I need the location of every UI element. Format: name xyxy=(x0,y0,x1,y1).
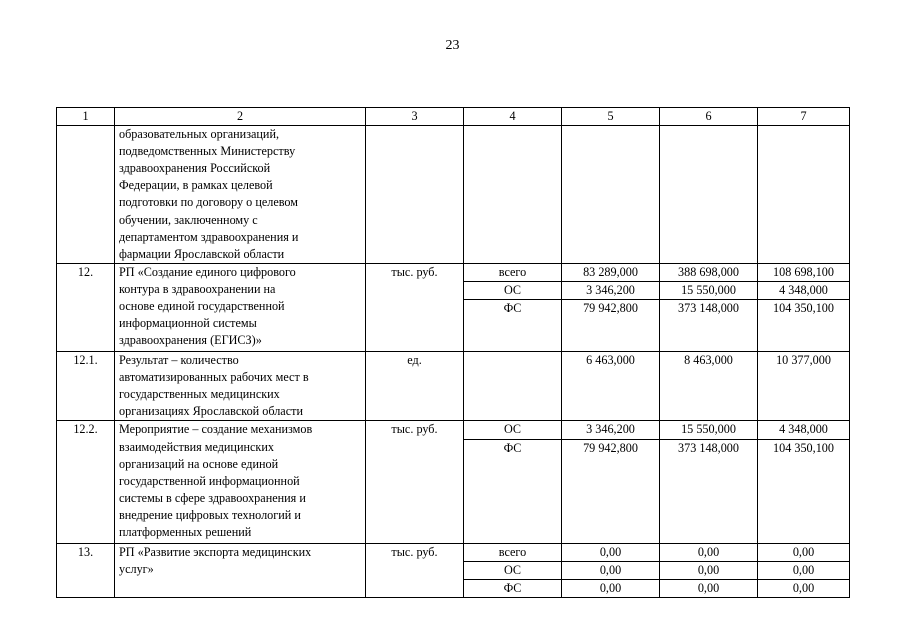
table-row xyxy=(57,421,850,439)
description-line: государственных медицинских xyxy=(119,387,280,402)
row-value-5: 3 346,200 xyxy=(562,281,660,299)
row-value-7: 4 348,000 xyxy=(758,421,850,439)
row-value-7: 10 377,000 xyxy=(758,352,850,421)
row-value-7: 104 350,100 xyxy=(758,300,850,352)
description-line: Результат – количество xyxy=(119,353,239,368)
row-value-6: 373 148,000 xyxy=(660,439,758,543)
table-row xyxy=(57,126,850,264)
row-unit: тыс. руб. xyxy=(366,543,464,597)
row-value-6: 15 550,000 xyxy=(660,281,758,299)
row-number: 12.1. xyxy=(57,352,115,421)
row-unit: тыс. руб. xyxy=(366,421,464,543)
row-description xyxy=(115,352,366,421)
description-line: платформенных решений xyxy=(119,524,252,539)
table-row xyxy=(57,352,850,421)
row-source: ФС xyxy=(464,579,562,597)
description-line: департаментом здравоохранения и xyxy=(119,229,299,244)
description-line: РП «Создание единого цифрового xyxy=(119,264,296,279)
row-source: ОС xyxy=(464,561,562,579)
description-line: организациях Ярославской области xyxy=(119,404,303,419)
row-value-7: 0,00 xyxy=(758,579,850,597)
row-source: ОС xyxy=(464,281,562,299)
row-number: 12. xyxy=(57,263,115,351)
row-value-5: 83 289,000 xyxy=(562,263,660,281)
row-value-5: 0,00 xyxy=(562,543,660,561)
row-description xyxy=(115,543,366,597)
row-unit: ед. xyxy=(366,352,464,421)
budget-table xyxy=(56,107,850,598)
row-value-5: 79 942,800 xyxy=(562,439,660,543)
row-value-6: 0,00 xyxy=(660,579,758,597)
row-value-6: 15 550,000 xyxy=(660,421,758,439)
row-number xyxy=(57,126,115,264)
description-line: автоматизированных рабочих мест в xyxy=(119,370,309,385)
description-line: контура в здравоохранении на xyxy=(119,281,276,296)
row-value-7: 0,00 xyxy=(758,543,850,561)
header-col-3: 3 xyxy=(366,108,464,126)
row-unit xyxy=(366,126,464,264)
row-value-5: 0,00 xyxy=(562,561,660,579)
row-value-6: 373 148,000 xyxy=(660,300,758,352)
row-source: ФС xyxy=(464,439,562,543)
description-line: здравоохранения (ЕГИСЗ)» xyxy=(119,333,262,348)
row-value-7: 4 348,000 xyxy=(758,281,850,299)
description-line: государственной информационной xyxy=(119,473,300,488)
row-source: ФС xyxy=(464,300,562,352)
row-value-7: 104 350,100 xyxy=(758,439,850,543)
description-line: подведомственных Министерству xyxy=(119,144,296,159)
header-col-4: 4 xyxy=(464,108,562,126)
description-line: образовательных организаций, xyxy=(119,127,280,142)
row-description xyxy=(115,126,366,264)
header-col-2: 2 xyxy=(115,108,366,126)
row-number: 13. xyxy=(57,543,115,597)
table-row xyxy=(57,543,850,561)
row-source: всего xyxy=(464,263,562,281)
description-line: фармации Ярославской области xyxy=(119,246,285,261)
row-value-5: 6 463,000 xyxy=(562,352,660,421)
row-value-6: 388 698,000 xyxy=(660,263,758,281)
row-description xyxy=(115,263,366,351)
row-value-5: 0,00 xyxy=(562,579,660,597)
row-source xyxy=(464,126,562,264)
description-line: организаций на основе единой xyxy=(119,456,279,471)
description-line: системы в сфере здравоохранения и xyxy=(119,490,306,505)
table-row xyxy=(57,263,850,281)
header-col-6: 6 xyxy=(660,108,758,126)
row-value-7: 0,00 xyxy=(758,561,850,579)
page-number: 23 xyxy=(445,38,460,53)
row-source: ОС xyxy=(464,421,562,439)
row-value-7: 108 698,100 xyxy=(758,263,850,281)
header-col-7: 7 xyxy=(758,108,850,126)
header-col-5: 5 xyxy=(562,108,660,126)
description-line: основе единой государственной xyxy=(119,299,285,314)
row-value-6: 0,00 xyxy=(660,543,758,561)
row-value-5 xyxy=(562,126,660,264)
row-description xyxy=(115,421,366,543)
row-source: всего xyxy=(464,543,562,561)
description-line: информационной системы xyxy=(119,316,257,331)
description-line: Федерации, в рамках целевой xyxy=(119,178,273,193)
row-value-6 xyxy=(660,126,758,264)
header-col-1: 1 xyxy=(57,108,115,126)
description-line: услуг» xyxy=(119,561,154,576)
row-number: 12.2. xyxy=(57,421,115,543)
description-line: Мероприятие – создание механизмов xyxy=(119,422,313,437)
row-value-6: 8 463,000 xyxy=(660,352,758,421)
row-value-6: 0,00 xyxy=(660,561,758,579)
description-line: здравоохранения Российской xyxy=(119,161,271,176)
row-value-5: 3 346,200 xyxy=(562,421,660,439)
header-row xyxy=(57,108,850,126)
row-value-7 xyxy=(758,126,850,264)
description-line: подготовки по договору о целевом xyxy=(119,195,298,210)
description-line: обучении, заключенному с xyxy=(119,212,258,227)
description-line: внедрение цифровых технологий и xyxy=(119,507,301,522)
row-source xyxy=(464,352,562,421)
row-value-5: 79 942,800 xyxy=(562,300,660,352)
description-line: взаимодействия медицинских xyxy=(119,439,274,454)
row-unit: тыс. руб. xyxy=(366,263,464,351)
description-line: РП «Развитие экспорта медицинских xyxy=(119,544,312,559)
